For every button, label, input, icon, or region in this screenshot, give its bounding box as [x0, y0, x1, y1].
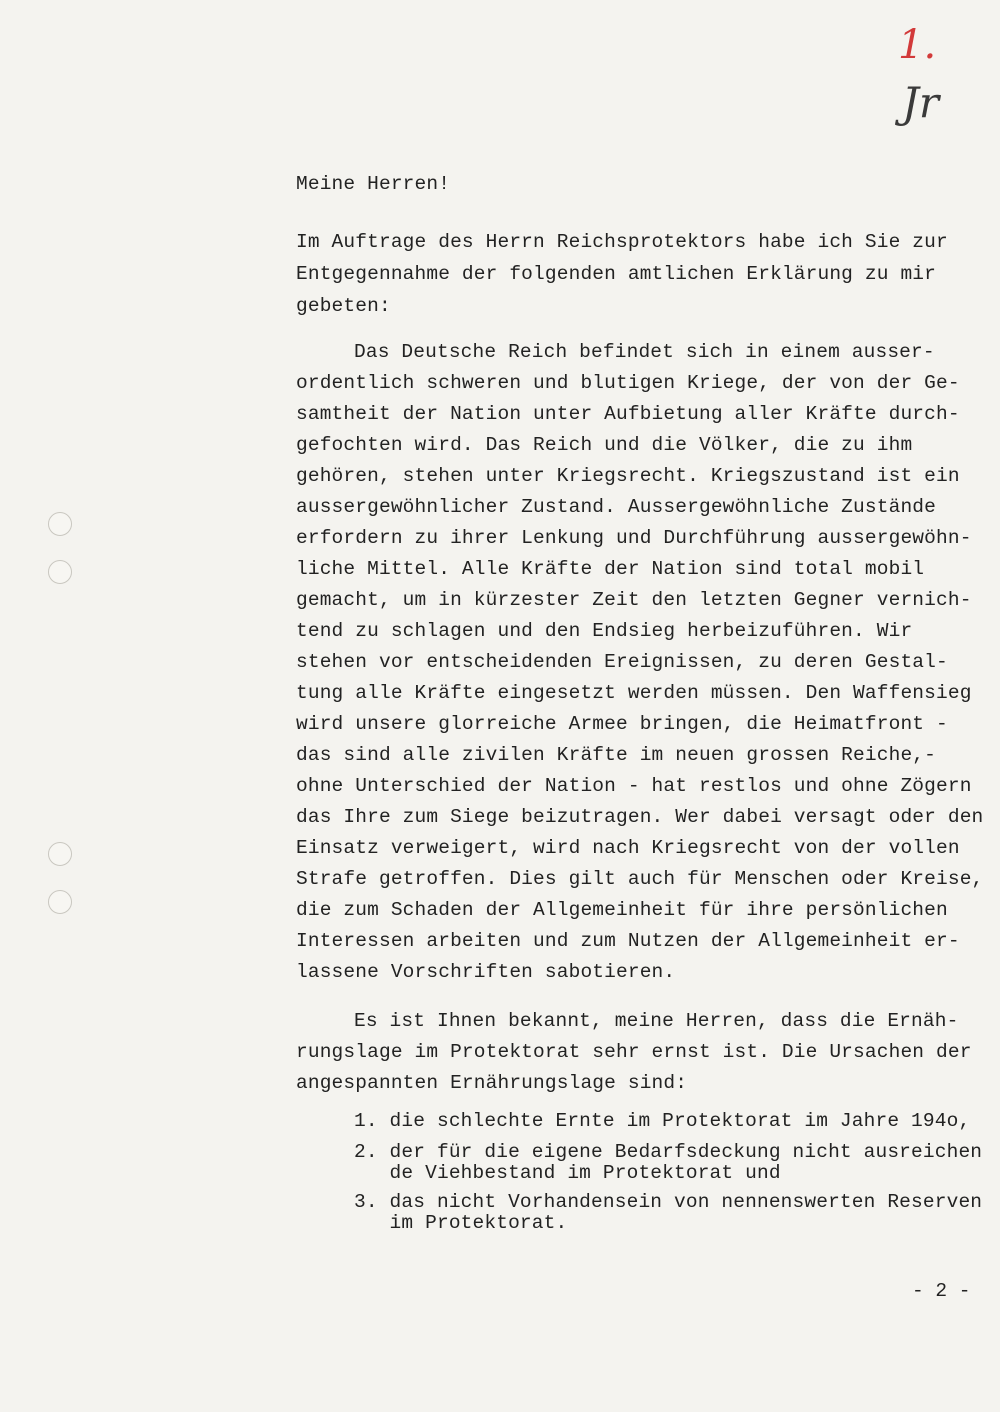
text-line: wird unsere glorreiche Armee bringen, die Heimatfront -	[296, 713, 948, 735]
text-line: Strafe getroffen. Dies gilt auch für Menschen oder Kreise,	[296, 868, 984, 890]
text-line: Es ist Ihnen bekannt, meine Herren, dass die Ernäh-	[354, 1010, 959, 1032]
list-item: 3. das nicht Vorhandensein von nennenswerten Reserven	[354, 1191, 983, 1213]
text-line: erfordern zu ihrer Lenkung und Durchführung aussergewöhn-	[296, 527, 972, 549]
text-line: gehören, stehen unter Kriegsrecht. Kriegszustand ist ein	[296, 465, 960, 487]
text-line: gebeten:	[296, 295, 391, 317]
text-line: liche Mittel. Alle Kräfte der Nation sind total mobil	[296, 558, 925, 580]
text-line: ohne Unterschied der Nation - hat restlos und ohne Zögern	[296, 775, 972, 797]
text-line: ordentlich schweren und blutigen Kriege, der von der Ge-	[296, 372, 960, 394]
punch-hole	[48, 842, 72, 866]
page-mark-handwritten: 1.	[898, 22, 937, 68]
list-item: im Protektorat.	[354, 1212, 568, 1234]
page-number: - 2 -	[912, 1280, 971, 1302]
text-line: rungslage im Protektorat sehr ernst ist. Die Ursachen der	[296, 1041, 972, 1063]
punch-hole	[48, 512, 72, 536]
text-line: tend zu schlagen und den Endsieg herbeizuführen. Wir	[296, 620, 913, 642]
text-line: Einsatz verweigert, wird nach Kriegsrecht von der vollen	[296, 837, 960, 859]
text-line: Das Deutsche Reich befindet sich in einem ausser-	[354, 341, 935, 363]
text-line: Entgegennahme der folgenden amtlichen Erklärung zu mir	[296, 263, 937, 285]
initials-handwritten: Jr	[902, 78, 939, 127]
text-line: aussergewöhnlicher Zustand. Aussergewöhnliche Zustände	[296, 496, 937, 518]
text-line: lassene Vorschriften sabotieren.	[296, 961, 676, 983]
text-line: das sind alle zivilen Kräfte im neuen grossen Reiche,-	[296, 744, 937, 766]
text-line: stehen vor entscheidenden Ereignissen, zu deren Gestal-	[296, 651, 948, 673]
text-line: gemacht, um in kürzester Zeit den letzten Gegner vernich-	[296, 589, 972, 611]
list-item: de Viehbestand im Protektorat und	[354, 1162, 781, 1184]
text-line: das Ihre zum Siege beizutragen. Wer dabei versagt oder den	[296, 806, 984, 828]
salutation: Meine Herren!	[296, 173, 451, 195]
text-line: angespannten Ernährungslage sind:	[296, 1072, 688, 1094]
list-item: 1. die schlechte Ernte im Protektorat im Jahre 194o,	[354, 1110, 971, 1132]
text-line: tung alle Kräfte eingesetzt werden müssen. Den Waffensieg	[296, 682, 972, 704]
text-line: die zum Schaden der Allgemeinheit für ihre persönlichen	[296, 899, 948, 921]
text-line: Interessen arbeiten und zum Nutzen der Allgemeinheit er-	[296, 930, 960, 952]
punch-hole	[48, 890, 72, 914]
punch-hole	[48, 560, 72, 584]
text-line: samtheit der Nation unter Aufbietung aller Kräfte durch-	[296, 403, 960, 425]
text-line: gefochten wird. Das Reich und die Völker, die zu ihm	[296, 434, 913, 456]
text-line: Im Auftrage des Herrn Reichsprotektors habe ich Sie zur	[296, 231, 948, 253]
list-item: 2. der für die eigene Bedarfsdeckung nicht ausreichen	[354, 1141, 983, 1163]
